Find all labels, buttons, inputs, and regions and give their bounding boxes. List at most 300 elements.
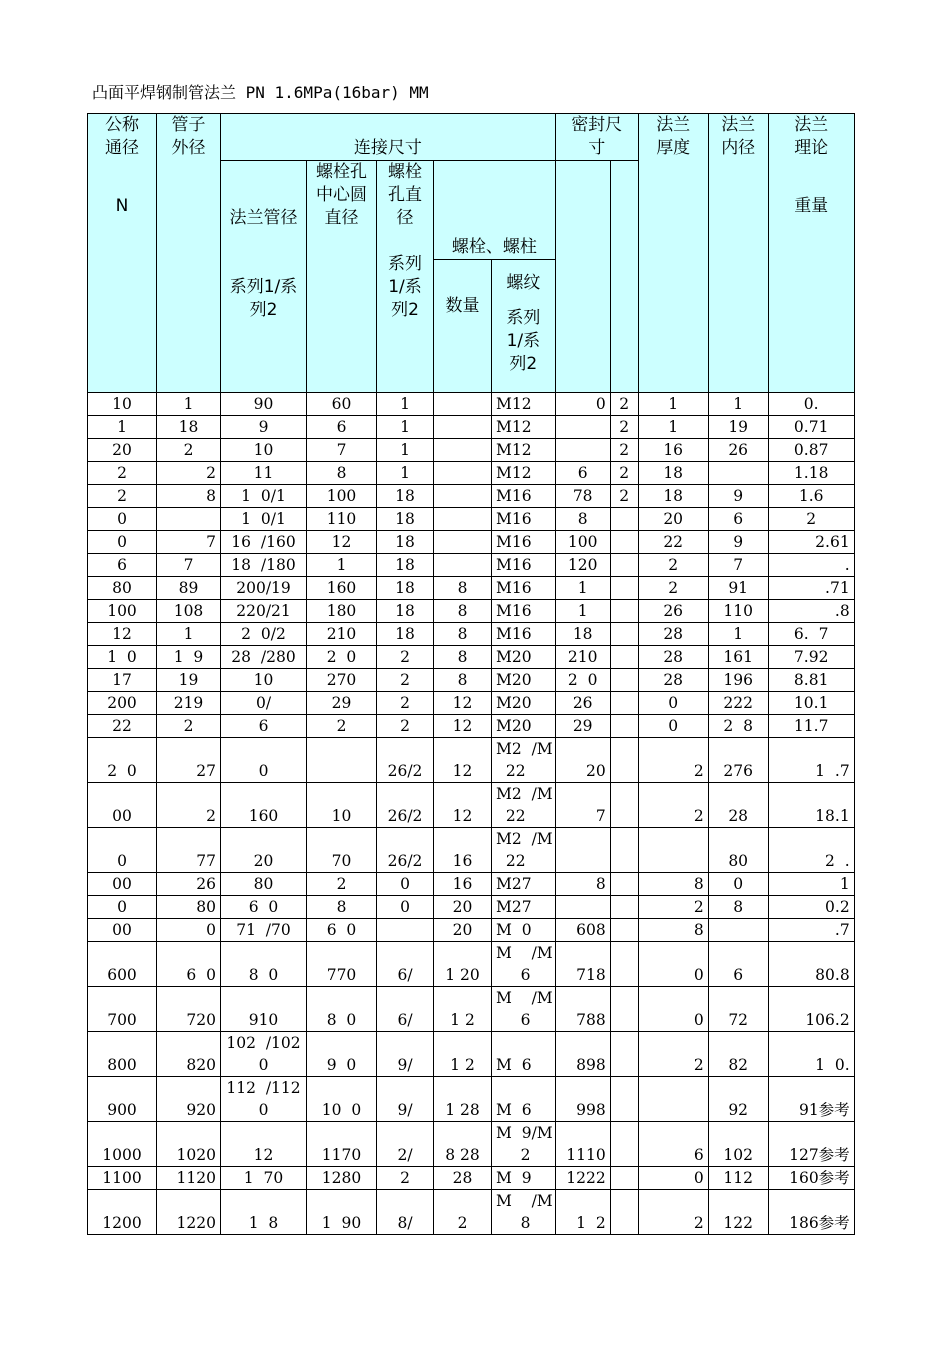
cell-thread: M2 /M 22 (492, 738, 556, 783)
header-flange-bore (221, 161, 307, 393)
page-title: 凸面平焊钢制管法兰 PN 1.6MPa(16bar) MM (92, 83, 429, 102)
cell-bolt-count: 2 (434, 1190, 492, 1235)
cell-pipe-od: 1120 (157, 1167, 221, 1190)
cell-bolt-circle: 2 (307, 873, 377, 896)
cell-inner: 82 (708, 1032, 768, 1077)
table-row (88, 462, 855, 485)
cell-bolt-circle: 9 0 (307, 1032, 377, 1077)
cell-seal-a (555, 416, 610, 439)
cell-bolt-circle: 6 (307, 416, 377, 439)
cell-seal-a: 8 (555, 873, 610, 896)
cell-bolt-circle: 1280 (307, 1167, 377, 1190)
cell-nominal: 1200 (88, 1190, 157, 1235)
header-weight-label: 法兰 理论 (794, 115, 829, 158)
cell-pipe-od: 1 (157, 623, 221, 646)
cell-flange-bore: 12 (221, 1122, 307, 1167)
cell-bolt-circle: 8 (307, 896, 377, 919)
cell-flange-bore: 16 /160 (221, 531, 307, 554)
cell-nominal: 00 (88, 919, 157, 942)
cell-bolt-count (434, 485, 492, 508)
cell-pipe-od: 2 (157, 462, 221, 485)
table-row (88, 738, 855, 783)
cell-seal-a (555, 439, 610, 462)
table-row (88, 1032, 855, 1077)
cell-thread: M 6 (492, 1077, 556, 1122)
cell-bolt-circle: 2 (307, 715, 377, 738)
cell-thread: M12 (492, 462, 556, 485)
cell-seal-a: 2 0 (555, 669, 610, 692)
cell-bolt-hole: 0 (377, 873, 434, 896)
cell-inner: 9 (708, 485, 768, 508)
cell-thickness: 22 (638, 531, 708, 554)
cell-inner: 28 (708, 783, 768, 828)
header-thickness: 法兰 厚度 (638, 114, 708, 393)
cell-thread: M /M 6 (492, 987, 556, 1032)
cell-bolt-hole: 8/ (377, 1190, 434, 1235)
cell-pipe-od (157, 508, 221, 531)
cell-bolt-circle: 8 (307, 462, 377, 485)
cell-inner: 0 (708, 873, 768, 896)
cell-inner: 6 (708, 508, 768, 531)
cell-pipe-od: 7 (157, 531, 221, 554)
cell-flange-bore: 9 (221, 416, 307, 439)
cell-weight: . (768, 554, 854, 577)
cell-thickness: 16 (638, 439, 708, 462)
cell-bolt-hole: 2 (377, 669, 434, 692)
cell-thread: M16 (492, 508, 556, 531)
cell-seal-a (555, 896, 610, 919)
cell-bolt-circle: 770 (307, 942, 377, 987)
flange-table (87, 113, 855, 1235)
cell-seal-b (610, 600, 638, 623)
cell-seal-b (610, 1167, 638, 1190)
cell-nominal: 2 0 (88, 738, 157, 783)
table-row (88, 873, 855, 896)
table-row (88, 896, 855, 919)
cell-nominal: 0 (88, 828, 157, 873)
cell-thickness: 18 (638, 462, 708, 485)
cell-seal-b (610, 715, 638, 738)
cell-weight: 1.18 (768, 462, 854, 485)
cell-thread: M16 (492, 623, 556, 646)
cell-flange-bore: 1 0/1 (221, 485, 307, 508)
cell-weight: .71 (768, 577, 854, 600)
cell-thread: M 6 (492, 1032, 556, 1077)
cell-bolt-hole: 2/ (377, 1122, 434, 1167)
cell-bolt-hole: 9/ (377, 1032, 434, 1077)
cell-nominal: 1 (88, 416, 157, 439)
cell-nominal: 2 (88, 462, 157, 485)
cell-nominal: 1000 (88, 1122, 157, 1167)
cell-nominal: 00 (88, 873, 157, 896)
table-row (88, 646, 855, 669)
cell-pipe-od: 1220 (157, 1190, 221, 1235)
cell-seal-b (610, 1077, 638, 1122)
cell-bolt-hole: 9/ (377, 1077, 434, 1122)
table-row (88, 692, 855, 715)
cell-weight: 18.1 (768, 783, 854, 828)
cell-seal-a: 8 (555, 508, 610, 531)
cell-flange-bore: 0/ (221, 692, 307, 715)
cell-inner: 2 8 (708, 715, 768, 738)
cell-nominal: 22 (88, 715, 157, 738)
cell-thickness: 2 (638, 577, 708, 600)
header-bolt-hole-label: 螺栓 孔直 径 (388, 162, 422, 228)
cell-nominal: 20 (88, 439, 157, 462)
cell-seal-b: 2 (610, 416, 638, 439)
cell-seal-a: 120 (555, 554, 610, 577)
cell-bolt-circle: 1 90 (307, 1190, 377, 1235)
cell-bolt-count (434, 416, 492, 439)
cell-thread: M12 (492, 416, 556, 439)
cell-thread: M27 (492, 873, 556, 896)
cell-seal-b (610, 828, 638, 873)
cell-thread: M20 (492, 646, 556, 669)
cell-pipe-od: 7 (157, 554, 221, 577)
header-bolt-circle: 螺栓孔 中心圆 直径 (307, 161, 377, 393)
cell-flange-bore: 2 0/2 (221, 623, 307, 646)
cell-seal-a: 1110 (555, 1122, 610, 1167)
cell-bolt-count (434, 462, 492, 485)
cell-bolt-hole: 26/2 (377, 738, 434, 783)
cell-weight: 6. 7 (768, 623, 854, 646)
cell-bolt-hole: 18 (377, 554, 434, 577)
cell-nominal: 200 (88, 692, 157, 715)
header-weight (768, 114, 854, 393)
cell-seal-a: 0 (555, 393, 610, 416)
cell-seal-a: 898 (555, 1032, 610, 1077)
cell-seal-b (610, 577, 638, 600)
header-thread-label: 螺纹 (506, 273, 541, 293)
cell-thread: M 0 (492, 919, 556, 942)
cell-bolt-count: 8 28 (434, 1122, 492, 1167)
cell-bolt-count: 8 (434, 577, 492, 600)
cell-weight: 0.87 (768, 439, 854, 462)
cell-bolt-hole: 1 (377, 462, 434, 485)
cell-nominal: 1100 (88, 1167, 157, 1190)
cell-bolt-hole: 1 (377, 416, 434, 439)
cell-thread: M /M 8 (492, 1190, 556, 1235)
header-nominal-label: 公称 通径 (105, 115, 139, 158)
table-row (88, 1167, 855, 1190)
cell-inner (708, 462, 768, 485)
cell-inner: 1 (708, 623, 768, 646)
cell-thickness: 0 (638, 987, 708, 1032)
cell-thickness: 20 (638, 508, 708, 531)
table-row (88, 485, 855, 508)
cell-bolt-circle: 8 0 (307, 987, 377, 1032)
cell-inner: 161 (708, 646, 768, 669)
cell-nominal: 6 (88, 554, 157, 577)
table-row (88, 531, 855, 554)
cell-inner: 92 (708, 1077, 768, 1122)
cell-thread: M16 (492, 485, 556, 508)
cell-thread: M16 (492, 531, 556, 554)
cell-seal-b: 2 (610, 485, 638, 508)
header-bolt-count (434, 260, 492, 393)
cell-bolt-circle: 270 (307, 669, 377, 692)
cell-seal-b (610, 919, 638, 942)
cell-weight: 1 (768, 873, 854, 896)
cell-nominal: 10 (88, 393, 157, 416)
cell-pipe-od: 27 (157, 738, 221, 783)
cell-seal-a: 26 (555, 692, 610, 715)
cell-seal-b (610, 783, 638, 828)
cell-thread: M2 /M 22 (492, 783, 556, 828)
cell-flange-bore: 10 (221, 439, 307, 462)
cell-bolt-hole: 18 (377, 577, 434, 600)
cell-bolt-count: 8 (434, 646, 492, 669)
cell-bolt-hole: 2 (377, 1167, 434, 1190)
cell-seal-b (610, 738, 638, 783)
cell-thickness: 2 (638, 554, 708, 577)
cell-bolt-count: 12 (434, 692, 492, 715)
cell-flange-bore: 8 0 (221, 942, 307, 987)
cell-bolt-count (434, 531, 492, 554)
cell-weight: 10.1 (768, 692, 854, 715)
cell-thickness: 8 (638, 919, 708, 942)
cell-weight: 186参考 (768, 1190, 854, 1235)
cell-inner: 112 (708, 1167, 768, 1190)
cell-flange-bore: 10 (221, 669, 307, 692)
cell-seal-b (610, 987, 638, 1032)
cell-bolt-circle: 60 (307, 393, 377, 416)
table-row (88, 828, 855, 873)
cell-thickness: 2 (638, 1032, 708, 1077)
cell-weight: 11.7 (768, 715, 854, 738)
cell-pipe-od: 219 (157, 692, 221, 715)
cell-bolt-hole: 18 (377, 623, 434, 646)
cell-bolt-circle: 160 (307, 577, 377, 600)
cell-flange-bore: 200/19 (221, 577, 307, 600)
cell-thickness: 2 (638, 1190, 708, 1235)
table-row (88, 942, 855, 987)
cell-bolt-circle: 1 (307, 554, 377, 577)
table-row (88, 508, 855, 531)
cell-seal-b (610, 1122, 638, 1167)
cell-bolt-hole: 1 (377, 439, 434, 462)
cell-pipe-od: 19 (157, 669, 221, 692)
cell-seal-a: 20 (555, 738, 610, 783)
cell-bolt-hole: 18 (377, 485, 434, 508)
table-row (88, 600, 855, 623)
cell-thread: M12 (492, 393, 556, 416)
cell-thickness: 2 (638, 896, 708, 919)
cell-seal-a: 1222 (555, 1167, 610, 1190)
cell-seal-b: 2 (610, 462, 638, 485)
cell-weight: 2 . (768, 828, 854, 873)
cell-thread: M27 (492, 896, 556, 919)
cell-bolt-hole: 18 (377, 531, 434, 554)
cell-bolt-count: 1 2 (434, 1032, 492, 1077)
header-seal: 密封尺 寸 (555, 114, 638, 161)
cell-thread: M16 (492, 554, 556, 577)
cell-thickness (638, 828, 708, 873)
cell-pipe-od: 720 (157, 987, 221, 1032)
cell-inner (708, 919, 768, 942)
cell-inner: 19 (708, 416, 768, 439)
cell-thickness: 28 (638, 646, 708, 669)
cell-pipe-od: 108 (157, 600, 221, 623)
cell-bolt-hole: 6/ (377, 942, 434, 987)
cell-flange-bore: 6 0 (221, 896, 307, 919)
table-body (88, 393, 855, 1235)
cell-pipe-od: 89 (157, 577, 221, 600)
cell-seal-a: 29 (555, 715, 610, 738)
cell-thickness: 26 (638, 600, 708, 623)
cell-flange-bore: 0 (221, 738, 307, 783)
header-bolts: 螺栓、螺柱 (434, 161, 556, 260)
cell-inner: 1 (708, 393, 768, 416)
cell-seal-b (610, 873, 638, 896)
cell-weight: 0.71 (768, 416, 854, 439)
cell-inner: 7 (708, 554, 768, 577)
header-flange-bore-label: 法兰管径 (229, 208, 298, 228)
cell-thread: M20 (492, 669, 556, 692)
cell-bolt-circle: 12 (307, 531, 377, 554)
cell-weight: 91参考 (768, 1077, 854, 1122)
cell-bolt-count: 12 (434, 738, 492, 783)
cell-bolt-count: 20 (434, 919, 492, 942)
cell-pipe-od: 920 (157, 1077, 221, 1122)
cell-bolt-count (434, 439, 492, 462)
cell-flange-bore: 160 (221, 783, 307, 828)
cell-thickness: 1 (638, 416, 708, 439)
cell-bolt-count: 28 (434, 1167, 492, 1190)
cell-bolt-count: 1 2 (434, 987, 492, 1032)
cell-thread: M16 (492, 577, 556, 600)
cell-inner: 8 (708, 896, 768, 919)
cell-bolt-circle: 7 (307, 439, 377, 462)
cell-bolt-circle: 70 (307, 828, 377, 873)
cell-bolt-circle: 100 (307, 485, 377, 508)
cell-bolt-circle: 110 (307, 508, 377, 531)
cell-bolt-count: 8 (434, 600, 492, 623)
cell-seal-b (610, 669, 638, 692)
cell-bolt-circle: 10 (307, 783, 377, 828)
cell-seal-a: 1 (555, 577, 610, 600)
cell-bolt-count: 16 (434, 873, 492, 896)
cell-pipe-od: 1020 (157, 1122, 221, 1167)
cell-inner: 102 (708, 1122, 768, 1167)
table-row (88, 554, 855, 577)
cell-seal-b (610, 531, 638, 554)
cell-pipe-od: 8 (157, 485, 221, 508)
cell-seal-a (555, 828, 610, 873)
cell-bolt-hole: 6/ (377, 987, 434, 1032)
table-row (88, 577, 855, 600)
cell-pipe-od: 26 (157, 873, 221, 896)
cell-nominal: 900 (88, 1077, 157, 1122)
cell-thread: M /M 6 (492, 942, 556, 987)
cell-bolt-circle: 10 0 (307, 1077, 377, 1122)
cell-pipe-od: 2 (157, 439, 221, 462)
cell-thickness: 2 (638, 783, 708, 828)
header-seal-b (610, 161, 638, 393)
cell-inner: 6 (708, 942, 768, 987)
cell-bolt-hole: 26/2 (377, 828, 434, 873)
cell-weight: .8 (768, 600, 854, 623)
header-seal-a (555, 161, 610, 393)
cell-flange-bore: 71 /70 (221, 919, 307, 942)
cell-thread: M 9 (492, 1167, 556, 1190)
cell-inner: 80 (708, 828, 768, 873)
cell-seal-b (610, 1032, 638, 1077)
cell-seal-b (610, 942, 638, 987)
cell-pipe-od: 0 (157, 919, 221, 942)
cell-bolt-hole: 0 (377, 896, 434, 919)
cell-thickness: 28 (638, 669, 708, 692)
cell-seal-b (610, 508, 638, 531)
cell-flange-bore: 1 0/1 (221, 508, 307, 531)
cell-nominal: 0 (88, 531, 157, 554)
cell-seal-b (610, 1190, 638, 1235)
cell-seal-b (610, 623, 638, 646)
cell-weight: .7 (768, 919, 854, 942)
cell-weight: 106.2 (768, 987, 854, 1032)
cell-bolt-count: 8 (434, 669, 492, 692)
header-bolt-hole (377, 161, 434, 393)
cell-flange-bore: 112 /112 0 (221, 1077, 307, 1122)
cell-thickness: 28 (638, 623, 708, 646)
cell-inner: 122 (708, 1190, 768, 1235)
cell-flange-bore: 18 /180 (221, 554, 307, 577)
cell-seal-a: 998 (555, 1077, 610, 1122)
cell-pipe-od: 77 (157, 828, 221, 873)
cell-seal-b: 2 (610, 393, 638, 416)
table-row (88, 1190, 855, 1235)
cell-seal-a: 7 (555, 783, 610, 828)
cell-seal-b (610, 646, 638, 669)
table-row (88, 1077, 855, 1122)
table-row (88, 623, 855, 646)
cell-thread: M 9/M 2 (492, 1122, 556, 1167)
cell-flange-bore: 220/21 (221, 600, 307, 623)
cell-bolt-count (434, 393, 492, 416)
cell-seal-b (610, 896, 638, 919)
cell-bolt-count: 8 (434, 623, 492, 646)
header-bolt-hole-series: 系列 1/系 列2 (388, 254, 422, 320)
cell-pipe-od: 1 9 (157, 646, 221, 669)
cell-bolt-count: 16 (434, 828, 492, 873)
cell-seal-a: 608 (555, 919, 610, 942)
cell-flange-bore: 90 (221, 393, 307, 416)
cell-thread: M16 (492, 600, 556, 623)
cell-pipe-od: 1 (157, 393, 221, 416)
cell-bolt-count (434, 508, 492, 531)
cell-bolt-circle (307, 738, 377, 783)
cell-nominal: 600 (88, 942, 157, 987)
cell-bolt-count: 1 28 (434, 1077, 492, 1122)
cell-flange-bore: 20 (221, 828, 307, 873)
header-thread (492, 260, 556, 393)
cell-thickness: 8 (638, 873, 708, 896)
cell-thickness: 0 (638, 715, 708, 738)
cell-bolt-count: 20 (434, 896, 492, 919)
cell-bolt-count (434, 554, 492, 577)
table-row (88, 715, 855, 738)
cell-seal-b (610, 692, 638, 715)
table-header (88, 114, 855, 393)
cell-bolt-circle: 29 (307, 692, 377, 715)
cell-inner: 222 (708, 692, 768, 715)
cell-pipe-od: 2 (157, 715, 221, 738)
cell-bolt-circle: 180 (307, 600, 377, 623)
cell-inner: 72 (708, 987, 768, 1032)
cell-inner: 26 (708, 439, 768, 462)
cell-pipe-od: 18 (157, 416, 221, 439)
cell-thickness: 0 (638, 942, 708, 987)
